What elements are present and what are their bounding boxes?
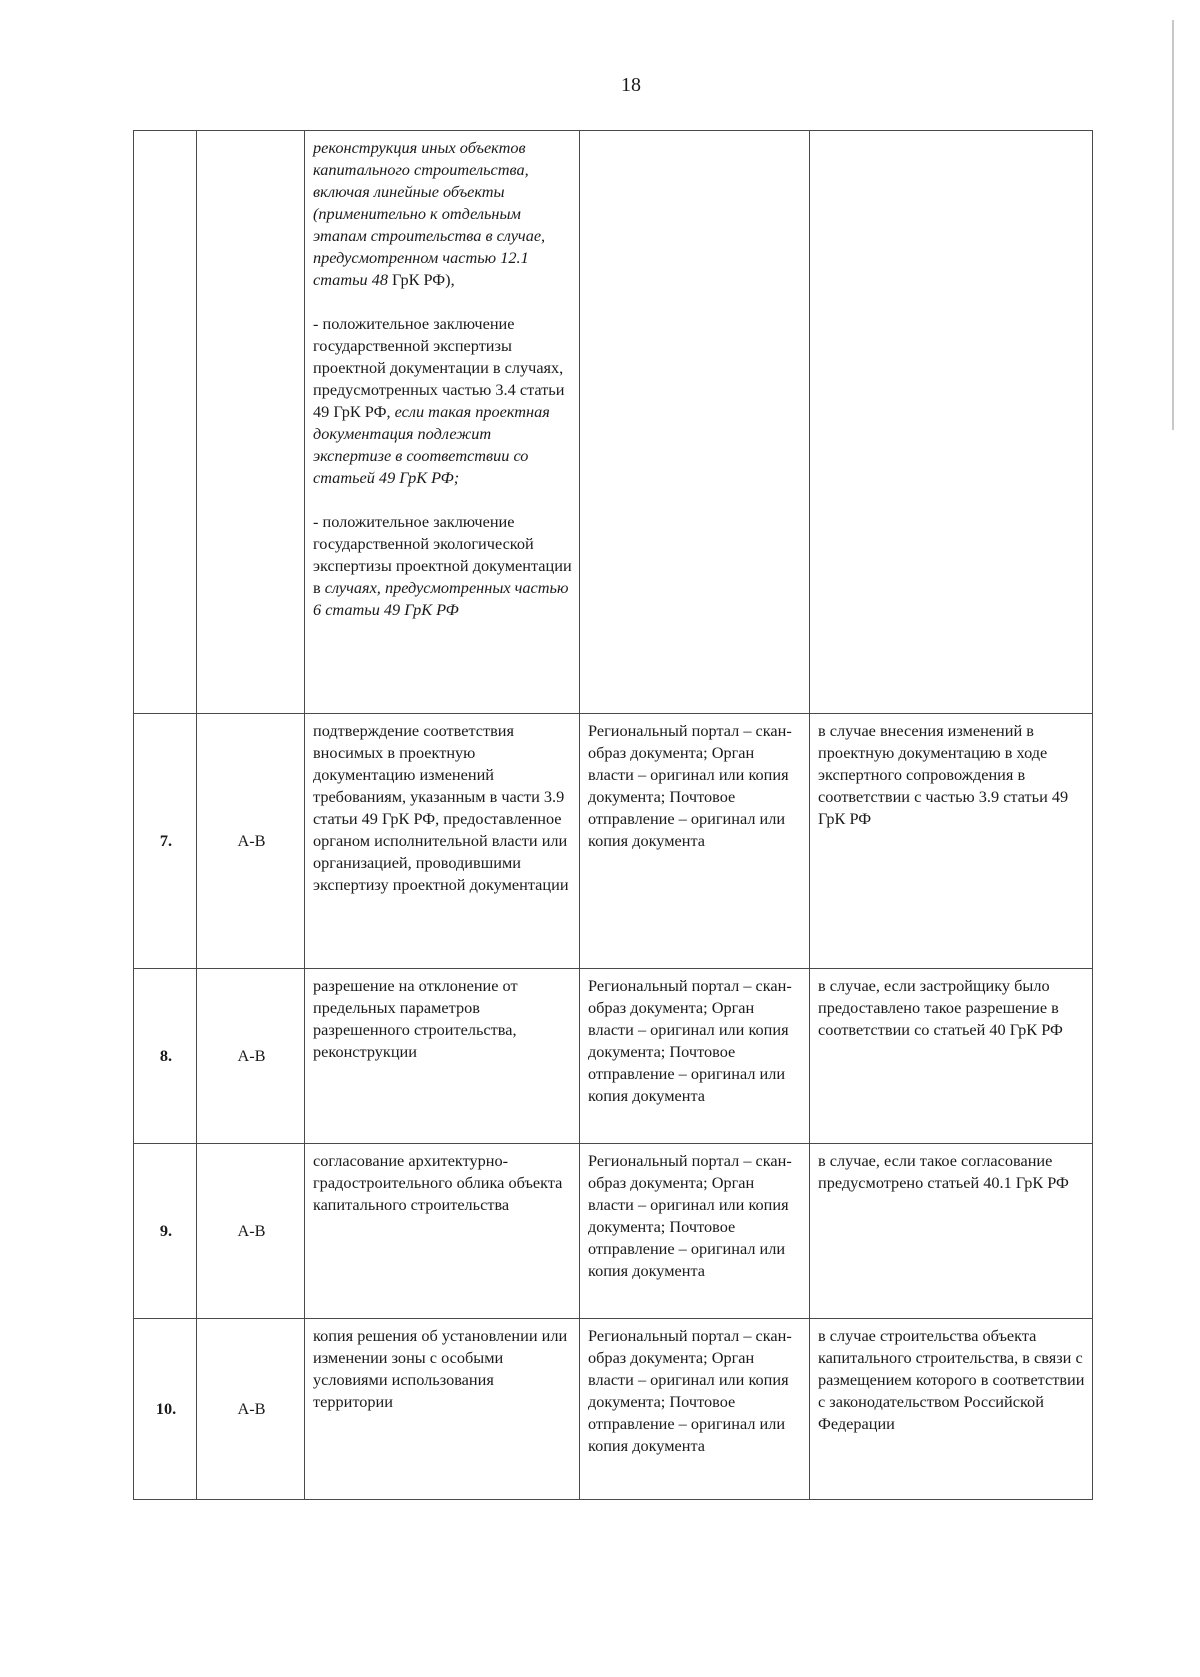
row-document: согласование архитектурно-градостроительного облика объекта капитального строительства — [305, 1144, 580, 1319]
continuation-paragraph-1 — [313, 137, 573, 291]
continuation-item-3-italic: случаях, предусмотренных частью 6 статьи 49 ГрК РФ — [313, 578, 569, 619]
row-submission: Региональный портал – скан-образ документа; Орган власти – оригинал или копия документа; Почтовое отправление – оригинал или копия документа — [580, 1144, 810, 1319]
table-row — [134, 1319, 1093, 1500]
continuation-item-3: - положительное заключение государственной экологической экспертизы проектной документации в — [313, 512, 572, 597]
continuation-italic-intro: реконструкция иных объектов капитального строительства, включая линейные объекты (применительно к отдельным этапам строительства в случае, предусмотренном частью 12.1 статьи 48 — [313, 138, 546, 289]
continuation-paragraph-2 — [313, 313, 573, 489]
row-code: А-В — [197, 969, 305, 1144]
continuation-item-2: - положительное заключение государственной экспертизы проектной документации в случаях, предусмотренных частью 3.4 статьи 49 ГрК РФ, — [313, 314, 565, 421]
table-row — [134, 1144, 1093, 1319]
row-document: подтверждение соответствия вносимых в проектную документацию изменений требованиям, указанным в части 3.9 статьи 49 ГрК РФ, предоставленное органом исполнительной власти или организацией, проводившими экспертизу проектной документации — [305, 714, 580, 969]
row-submission: Региональный портал – скан-образ документа; Орган власти – оригинал или копия документа; Почтовое отправление – оригинал или копия документа — [580, 1319, 810, 1500]
row-document: разрешение на отклонение от предельных параметров разрешенного строительства, реконструкции — [305, 969, 580, 1144]
row-number: 9. — [134, 1144, 197, 1319]
row-code: А-В — [197, 1319, 305, 1500]
row-submission: Региональный портал – скан-образ документа; Орган власти – оригинал или копия документа; Почтовое отправление – оригинал или копия документа — [580, 714, 810, 969]
document-cell — [305, 131, 580, 714]
continuation-item-2-italic: если такая проектная документация подлежит экспертизе в соответствии со статьей 49 ГрК РФ; — [313, 402, 550, 487]
row-document: копия решения об установлении или изменении зоны с особыми условиями использования территории — [305, 1319, 580, 1500]
table-row — [134, 714, 1093, 969]
documents-table — [133, 130, 1093, 1500]
row-condition: в случае строительства объекта капитального строительства, в связи с размещением которого в соответствии с законодательством Российской Федерации — [810, 1319, 1093, 1500]
table-row — [134, 969, 1093, 1144]
code-cell — [197, 131, 305, 714]
row-condition: в случае, если такое согласование предусмотрено статьей 40.1 ГрК РФ — [810, 1144, 1093, 1319]
page-number: 18 — [621, 74, 641, 96]
row-number: 8. — [134, 969, 197, 1144]
submission-cell — [580, 131, 810, 714]
continuation-intro-tail: ГрК РФ), — [387, 270, 455, 289]
table-row-continuation — [134, 131, 1093, 714]
row-number: 7. — [134, 714, 197, 969]
row-condition: в случае внесения изменений в проектную документацию в ходе экспертного сопровождения в соответствии с частью 3.9 статьи 49 ГрК РФ — [810, 714, 1093, 969]
row-code: А-В — [197, 714, 305, 969]
condition-cell — [810, 131, 1093, 714]
row-number: 10. — [134, 1319, 197, 1500]
continuation-paragraph-3 — [313, 511, 573, 621]
number-cell — [134, 131, 197, 714]
row-code: А-В — [197, 1144, 305, 1319]
row-condition: в случае, если застройщику было предоставлено такое разрешение в соответствии со статьей 40 ГрК РФ — [810, 969, 1093, 1144]
row-submission: Региональный портал – скан-образ документа; Орган власти – оригинал или копия документа; Почтовое отправление – оригинал или копия документа — [580, 969, 810, 1144]
